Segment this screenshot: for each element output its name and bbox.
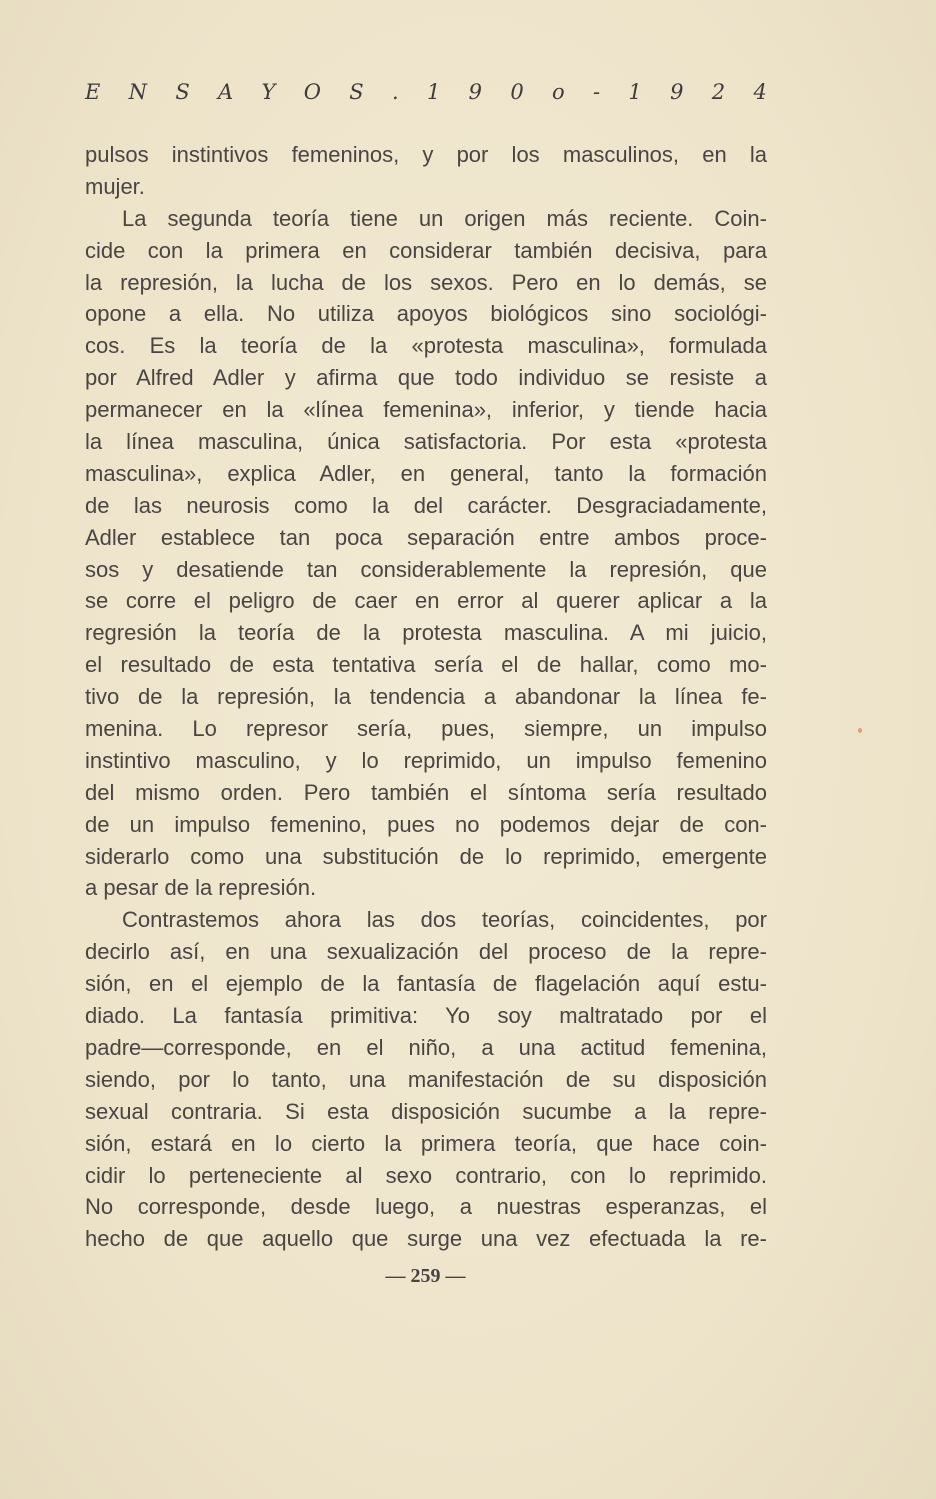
header-letter: 1	[628, 80, 642, 104]
text-line: La segunda teoría tiene un origen más reciente. Coin-	[122, 205, 767, 231]
header-letter: S	[349, 80, 364, 104]
paper-speck	[858, 728, 862, 733]
text-line: se corre el peligro de caer en error al querer aplicar a la	[85, 588, 767, 614]
header-letter: 4	[753, 80, 767, 104]
text-line: decirlo así, en una sexualización del proceso de la repre-	[85, 939, 767, 965]
text-line: Adler establece tan poca separación entre ambos proce-	[85, 524, 767, 550]
text-line: Contrastemos ahora las dos teorías, coincidentes, por	[122, 907, 767, 933]
text-line: pulsos instintivos femeninos, y por los masculinos, en la	[85, 142, 767, 167]
header-letter: O	[303, 80, 321, 104]
text-line: mujer.	[85, 173, 145, 199]
text-line: de las neurosis como la del carácter. Desgraciadamente,	[85, 492, 767, 518]
text-line: cidir lo perteneciente al sexo contrario, con lo reprimido.	[85, 1162, 767, 1188]
text-line: siendo, por lo tanto, una manifestación de su disposición	[85, 1066, 767, 1092]
text-line: del mismo orden. Pero también el síntoma sería resultado	[85, 779, 767, 805]
header-letter: o	[552, 80, 565, 104]
text-line: la línea masculina, única satisfactoria. Por esta «protesta	[85, 429, 767, 455]
header-letter: 0	[510, 80, 524, 104]
header-letter: N	[128, 80, 148, 104]
text-line: de un impulso femenino, pues no podemos dejar de con-	[85, 811, 767, 837]
page-number: — 259 —	[385, 1265, 466, 1287]
header-letter: Y	[261, 80, 276, 104]
header-letter: E	[85, 80, 101, 104]
text-line: tivo de la represión, la tendencia a abandonar la línea fe-	[85, 684, 767, 710]
text-line: menina. Lo represor sería, pues, siempre, un impulso	[85, 716, 767, 742]
text-line: por Alfred Adler y afirma que todo individuo se resiste a	[85, 365, 767, 391]
text-line: permanecer en la «línea femenina», inferior, y tiende hacia	[85, 397, 767, 423]
header-letter: S	[175, 80, 190, 104]
text-line: No corresponde, desde luego, a nuestras esperanzas, el	[85, 1194, 767, 1220]
header-letter: -	[592, 80, 601, 104]
text-line: padre—corresponde, en el niño, a una actitud femenina,	[85, 1034, 767, 1060]
text-line: sión, en el ejemplo de la fantasía de flagelación aquí estu-	[85, 971, 767, 997]
text-line: hecho de que aquello que surge una vez efectuada la re-	[85, 1226, 767, 1252]
text-line: el resultado de esta tentativa sería el de hallar, como mo-	[85, 652, 767, 678]
text-line: sos y desatiende tan considerablemente la represión, que	[85, 556, 767, 582]
running-header	[85, 80, 767, 114]
header-letter: 9	[468, 80, 483, 104]
text-line: opone a ella. No utiliza apoyos biológicos sino sociológi-	[85, 301, 767, 327]
text-line: cide con la primera en considerar también decisiva, para	[85, 237, 767, 263]
header-letter: A	[218, 80, 234, 104]
text-line: regresión la teoría de la protesta masculina. A mi juicio,	[85, 620, 767, 646]
text-line: cos. Es la teoría de la «protesta masculina», formulada	[85, 333, 767, 359]
text-line: diado. La fantasía primitiva: Yo soy maltratado por el	[85, 1003, 767, 1029]
header-letter: 1	[426, 80, 441, 104]
header-letter: 2	[711, 80, 726, 104]
body-text	[85, 139, 767, 1255]
text-line: instintivo masculino, y lo reprimido, un impulso femenino	[85, 747, 767, 773]
header-letter: 9	[670, 80, 684, 104]
text-line: siderarlo como una substitución de lo reprimido, emergente	[85, 843, 767, 869]
text-line: sión, estará en lo cierto la primera teoría, que hace coin-	[85, 1130, 767, 1156]
header-letter: .	[391, 80, 399, 104]
text-line: la represión, la lucha de los sexos. Pero en lo demás, se	[85, 269, 767, 295]
text-line: a pesar de la represión.	[85, 875, 317, 901]
text-line: sexual contraria. Si esta disposición sucumbe a la repre-	[85, 1098, 767, 1124]
text-line: masculina», explica Adler, en general, tanto la formación	[85, 460, 767, 486]
